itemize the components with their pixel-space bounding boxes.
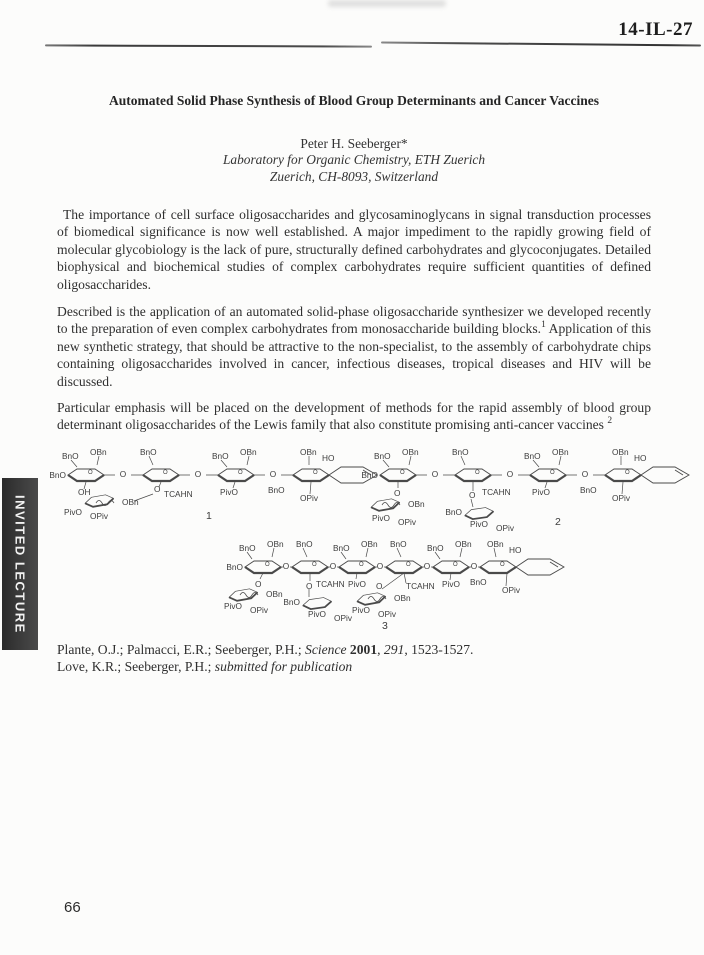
- chem-label: TCAHN: [406, 581, 435, 591]
- glycosidic-oxygen: O: [282, 561, 290, 571]
- page-number: 66: [64, 899, 81, 916]
- chem-label: BnO: [427, 543, 444, 553]
- reference-1-journal: Science: [305, 642, 347, 657]
- reference-1-pages: , 1523-1527.: [404, 642, 474, 657]
- ring-oxygen: O: [238, 470, 243, 476]
- glycosidic-oxygen: O: [269, 469, 277, 479]
- chem-label: OBn: [552, 447, 569, 457]
- footnote-ref-1: 1: [541, 319, 546, 330]
- footnote-ref-2: 2: [607, 415, 613, 426]
- chem-label: PivO: [352, 605, 370, 615]
- ring-oxygen: O: [625, 470, 630, 476]
- chem-label: OBn: [90, 447, 107, 457]
- chem-label: OPiv: [334, 613, 352, 623]
- glycosidic-oxygen: O: [329, 561, 337, 571]
- reference-1: [57, 641, 657, 658]
- glycosidic-oxygen: O: [506, 469, 514, 479]
- chem-label: OBn: [402, 447, 419, 457]
- chem-label: PivO: [532, 487, 550, 497]
- chem-label: TCAHN: [164, 489, 193, 499]
- ring-oxygen: O: [400, 470, 405, 476]
- chem-label: PivO: [64, 507, 82, 517]
- compound-number-3: 3: [382, 620, 388, 632]
- chem-label: OBn: [487, 539, 504, 549]
- chem-label: OBn: [240, 447, 257, 457]
- chem-label: HO: [322, 453, 335, 463]
- chem-label: BnO: [390, 539, 407, 549]
- chem-label: PivO: [220, 487, 238, 497]
- chem-label: BnO: [452, 447, 469, 457]
- ring-oxygen: O: [453, 562, 458, 568]
- reference-2-note: submitted for publication: [214, 659, 353, 674]
- ring-oxygen: O: [163, 470, 168, 476]
- reference-1-volume: 291: [383, 642, 405, 657]
- chem-label: BnO: [445, 507, 462, 517]
- chem-label: BnO: [470, 577, 487, 587]
- chem-label: OPiv: [378, 609, 396, 619]
- chem-label: PivO: [372, 513, 390, 523]
- fucose-ring: [356, 592, 386, 606]
- chem-label: OBn: [267, 539, 284, 549]
- ring-oxygen: O: [475, 470, 480, 476]
- chem-label: OH: [78, 487, 91, 497]
- chem-label: BnO: [296, 539, 313, 549]
- chem-label: HO: [634, 453, 647, 463]
- chem-label: OBn: [394, 593, 411, 603]
- header-rule-left: [45, 44, 372, 47]
- chem-label: OBn: [612, 447, 629, 457]
- glycosidic-oxygen: O: [376, 581, 383, 591]
- glycosidic-oxygen: O: [423, 561, 431, 571]
- paragraph-1: The importance of cell surface oligosaccharides and glycosaminoglycans in signal transduction processes of biomedical significance is now well established. A major impediment to the rapidly growing field of molecular glycobiology is the lack of pure, structurally defined carbohydrates and glycoconjugates. Detailed biophysical and biochemical studies of complex carbohydrates require sufficient quantities of defined oligosaccharides.: [57, 207, 651, 292]
- paragraph-3-text: Particular emphasis will be placed on the development of methods for the rapid assembly of blood group determinant oligosaccharides of the Lewis family that also constitute promising anti-cancer vaccines: [57, 400, 651, 433]
- sidebar-label: INVITED LECTURE: [12, 494, 28, 634]
- reference-1-authors: Plante, O.J.; Palmacci, E.R.; Seeberger, P.H.;: [57, 642, 306, 657]
- paragraph-2-text-cont: Application of this new synthetic strategy, that should be attractive to the non-specialist, to the assembly of carbohydrate chips containing oligosaccharides involved in cancer, infectious diseases, tropical diseases and HIV will be discussed.: [57, 321, 652, 389]
- ring-oxygen: O: [312, 562, 317, 568]
- chem-label: OPiv: [612, 493, 630, 503]
- invited-lecture-banner: [2, 478, 38, 650]
- chem-label: BnO: [524, 451, 541, 461]
- affiliation-line-1: Laboratory for Organic Chemistry, ETH Zuerich: [222, 152, 486, 168]
- compound-number-1: 1: [206, 510, 212, 522]
- chem-label: OBn: [361, 539, 378, 549]
- chem-label: OBn: [266, 589, 283, 599]
- chem-label: BnO: [140, 447, 157, 457]
- reference-2: [57, 658, 657, 675]
- chem-label: BnO: [374, 451, 391, 461]
- chem-label: OPiv: [300, 493, 318, 503]
- glycosidic-oxygen: O: [394, 488, 401, 498]
- compound-2-structure: [361, 447, 689, 533]
- chem-label: OBn: [455, 539, 472, 549]
- glycosidic-oxygen: O: [376, 561, 384, 571]
- compound-number-2: 2: [555, 516, 561, 528]
- abstract-code: 14-IL-27: [618, 19, 693, 40]
- chem-label: BnO: [580, 485, 597, 495]
- glycosidic-oxygen: O: [154, 484, 161, 494]
- fucose-ring: [370, 498, 400, 512]
- chem-label: OPiv: [90, 511, 108, 521]
- chem-label: OPiv: [496, 523, 514, 533]
- ring-oxygen: O: [550, 470, 555, 476]
- chem-label: BnO: [239, 543, 256, 553]
- glycosidic-oxygen: O: [431, 469, 439, 479]
- references: [57, 641, 657, 675]
- chem-label: OPiv: [398, 517, 416, 527]
- glycosidic-oxygen: O: [581, 469, 589, 479]
- chem-label: OBn: [122, 497, 139, 507]
- chemical-structures-figure: [40, 445, 700, 637]
- header-rule-right: [381, 41, 701, 46]
- glycosidic-oxygen: O: [470, 561, 478, 571]
- chem-label: HO: [509, 545, 522, 555]
- chem-label: TCAHN: [316, 579, 345, 589]
- ring-oxygen: O: [359, 562, 364, 568]
- paragraph-3: [57, 399, 651, 434]
- chem-label: OBn: [300, 447, 317, 457]
- chem-label: BnO: [62, 451, 79, 461]
- chem-label: BnO: [268, 485, 285, 495]
- ring-oxygen: O: [406, 562, 411, 568]
- chem-label: BnO: [226, 562, 243, 572]
- chem-label: PivO: [308, 609, 326, 619]
- reference-2-authors: Love, K.R.; Seeberger, P.H.;: [57, 659, 215, 674]
- chem-label: TCAHN: [482, 487, 511, 497]
- glycosidic-oxygen: O: [194, 469, 202, 479]
- chem-label: BnO: [49, 470, 66, 480]
- glycosidic-oxygen: O: [119, 469, 127, 479]
- paragraph-2-text: Described is the application of an automated solid-phase oligosaccharide synthesizer we developed recently to the preparation of even complex carbohydrates from monosaccharide building blocks.: [57, 304, 651, 337]
- reference-1-year: 2001: [346, 642, 378, 657]
- chem-label: BnO: [283, 597, 300, 607]
- chem-label: PivO: [470, 519, 488, 529]
- compound-3-structure: [224, 539, 564, 632]
- scan-artifact-smudge: [328, 0, 446, 7]
- ring-oxygen: O: [265, 562, 270, 568]
- chem-label: BnO: [212, 451, 229, 461]
- glycosidic-oxygen: O: [255, 579, 262, 589]
- affiliation-line-2: Zuerich, CH-8093, Switzerland: [269, 168, 439, 184]
- compound-1-structure: [49, 447, 377, 522]
- chem-label: OPiv: [250, 605, 268, 615]
- chem-label: PivO: [224, 601, 242, 611]
- chem-label: OBn: [408, 499, 425, 509]
- ring-oxygen: O: [500, 562, 505, 568]
- fucose-ring: [228, 588, 258, 602]
- glycosidic-oxygen: O: [469, 490, 476, 500]
- chem-label: PivO: [348, 579, 366, 589]
- author: Peter H. Seeberger*: [300, 136, 408, 151]
- chem-label: PivO: [442, 579, 460, 589]
- glycosidic-oxygen: O: [306, 581, 313, 591]
- chem-label: OPiv: [502, 585, 520, 595]
- ring-oxygen: O: [313, 470, 318, 476]
- ring-oxygen: O: [88, 470, 93, 476]
- chem-label: BnO: [333, 543, 350, 553]
- byline: [55, 136, 653, 185]
- chem-label: BnO: [361, 470, 378, 480]
- paragraph-2: [57, 303, 651, 390]
- reference-1-sep: ,: [377, 642, 384, 657]
- page-title: Automated Solid Phase Synthesis of Blood Group Determinants and Cancer Vaccines: [108, 93, 600, 108]
